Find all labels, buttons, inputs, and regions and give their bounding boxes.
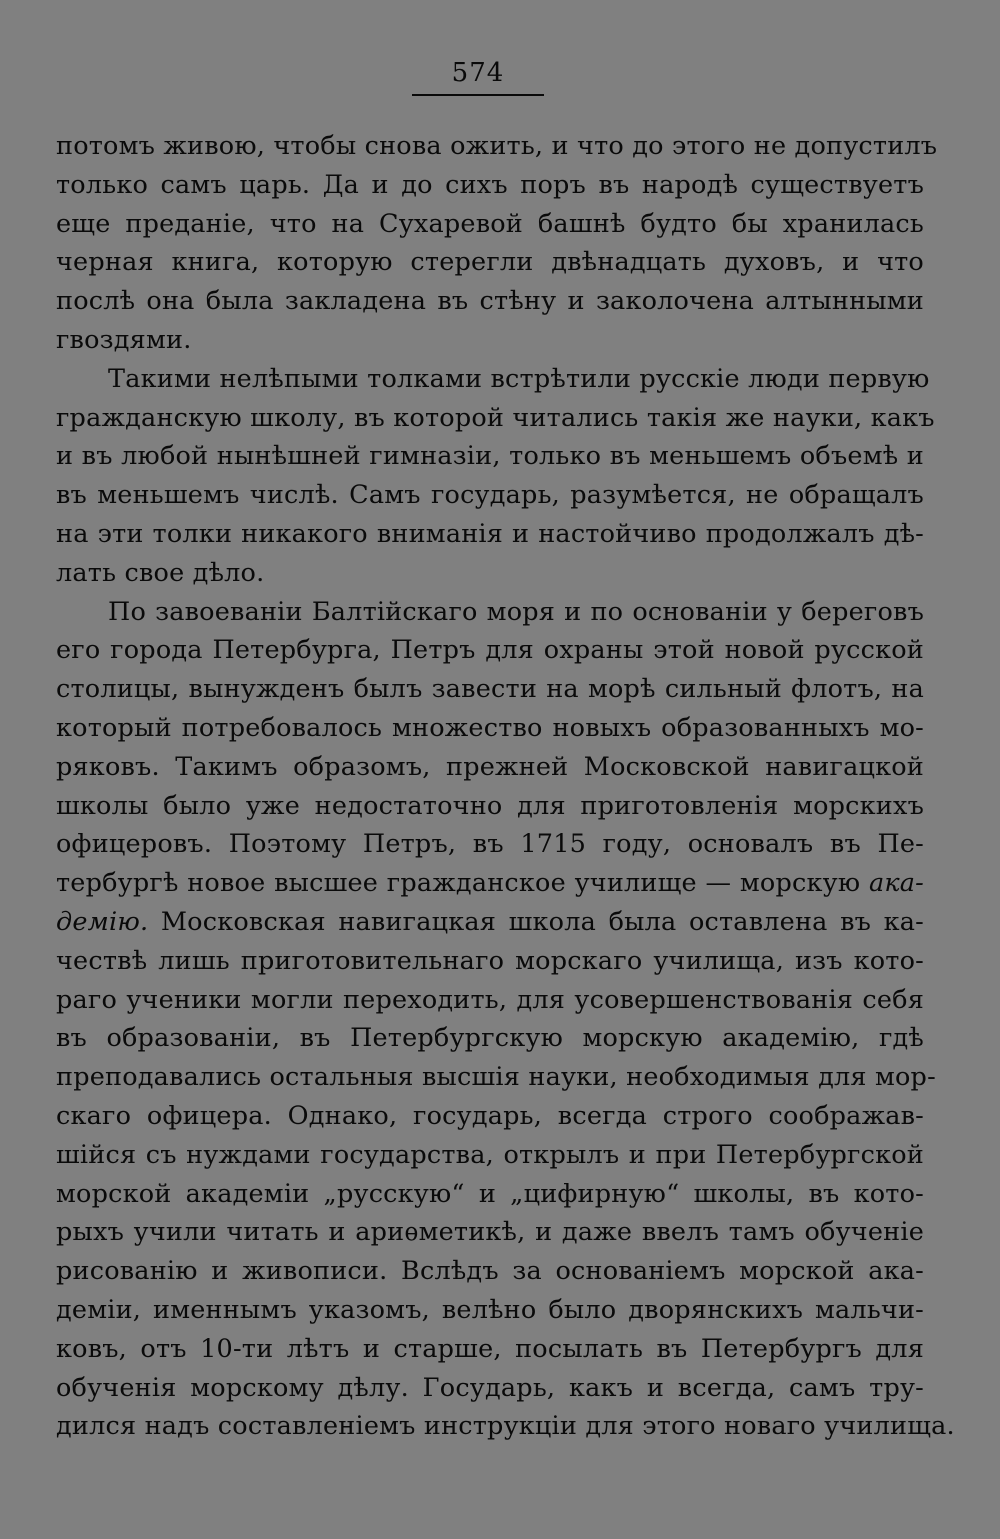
text-line: послѣ она была заклaдена въ стѣну и заколочена алтынными bbox=[56, 286, 924, 317]
text-line-with-italic bbox=[56, 903, 924, 942]
text-line: обученія морскому дѣлу. Государь, какъ и всегда, самъ тру- bbox=[56, 1372, 924, 1403]
text-line: скаго офицера. Однако, государь, всегда строго соображав- bbox=[56, 1100, 924, 1131]
text-fragment: тербургѣ новое высшее гражданское училище — морскую bbox=[56, 868, 869, 899]
text-line: который потребовалось множество новыхъ образованныхъ мо- bbox=[56, 712, 924, 743]
paragraph-2 bbox=[56, 360, 935, 593]
text-line: морской академіи „русскую“ и „цифирную“ школы, въ кото- bbox=[56, 1178, 924, 1209]
paragraph-1 bbox=[56, 127, 938, 360]
text-line: гвоздями. bbox=[56, 324, 192, 355]
text-line: лать свое дѣло. bbox=[56, 557, 265, 588]
text-line: шійся съ нуждами государства, открылъ и при Петербургской bbox=[56, 1139, 924, 1170]
italic-fragment: ака- bbox=[868, 868, 924, 899]
paragraph-3 bbox=[56, 593, 955, 1447]
text-line: столицы, вынужденъ былъ завести на морѣ сильный флотъ, на bbox=[56, 674, 924, 705]
text-line: офицеровъ. Поэтому Петръ, въ 1715 году, основалъ въ Пе- bbox=[56, 829, 924, 860]
text-line: дился надъ составленіемъ инструкціи для этого новаго училища. bbox=[56, 1411, 955, 1442]
text-line: только самъ царь. Да и до сихъ поръ въ народѣ существуетъ bbox=[56, 169, 924, 200]
text-line: въ образованіи, въ Петербургскую морскую академію, гдѣ bbox=[56, 1023, 924, 1054]
text-line: гражданскую школу, въ которой читались такія же науки, какъ bbox=[56, 402, 935, 433]
page-number-rule bbox=[412, 94, 544, 96]
text-line: рисованію и живописи. Вслѣдъ за основаніемъ морской ака- bbox=[56, 1256, 924, 1287]
text-line: деміи, именнымъ указомъ, велѣно было дворянскихъ мальчи- bbox=[56, 1294, 924, 1325]
text-line: еще преданіе, что на Сухаревой башнѣ будто бы хранилась bbox=[56, 208, 924, 239]
text-line: По завоеваніи Балтійскаго моря и по основаніи у береговъ bbox=[108, 596, 924, 627]
text-line: черная книга, которую стерегли двѣнадцать духовъ, и что bbox=[56, 247, 924, 278]
text-line: Такими нелѣпыми толками встрѣтили русскіе люди первую bbox=[108, 363, 930, 394]
text-line: его города Петербурга, Петръ для охраны этой новой русской bbox=[56, 635, 924, 666]
text-line: преподавались остальныя высшія науки, необходимыя для мор- bbox=[56, 1062, 936, 1093]
text-line: ряковъ. Такимъ образомъ, прежней Московской навигацкой bbox=[56, 751, 924, 782]
text-line: потомъ живою, чтобы снова ожить, и что до этого не допустилъ bbox=[56, 131, 938, 161]
text-line: на эти толки никакого вниманія и настойчиво продолжалъ дѣ- bbox=[56, 518, 924, 549]
text-line: и въ любой нынѣшней гимназіи, только въ меньшемъ объемѣ и bbox=[56, 441, 924, 472]
text-line: чествѣ лишь приготовительнаго морскаго училища, изъ кото- bbox=[56, 945, 924, 976]
text-line: въ меньшемъ числѣ. Самъ государь, разумѣется, не обращалъ bbox=[56, 480, 924, 511]
text-line: рыхъ учили читать и ариѳметикѣ, и даже ввелъ тамъ обученіе bbox=[56, 1217, 924, 1248]
page-number: 574 bbox=[451, 58, 505, 88]
text-line-with-italic bbox=[56, 864, 924, 903]
text-line: ковъ, отъ 10-ти лѣтъ и старше, посылать въ Петербургъ для bbox=[56, 1333, 924, 1364]
italic-fragment: демію. bbox=[56, 906, 149, 937]
text-fragment: Московская навигацкая школа была оставлена въ ка- bbox=[148, 906, 924, 937]
text-line: раго ученики могли переходить, для усовершенствованія себя bbox=[56, 984, 924, 1015]
text-line: школы было уже недостаточно для приготовленія морскихъ bbox=[56, 790, 924, 821]
page-text bbox=[56, 127, 955, 1446]
